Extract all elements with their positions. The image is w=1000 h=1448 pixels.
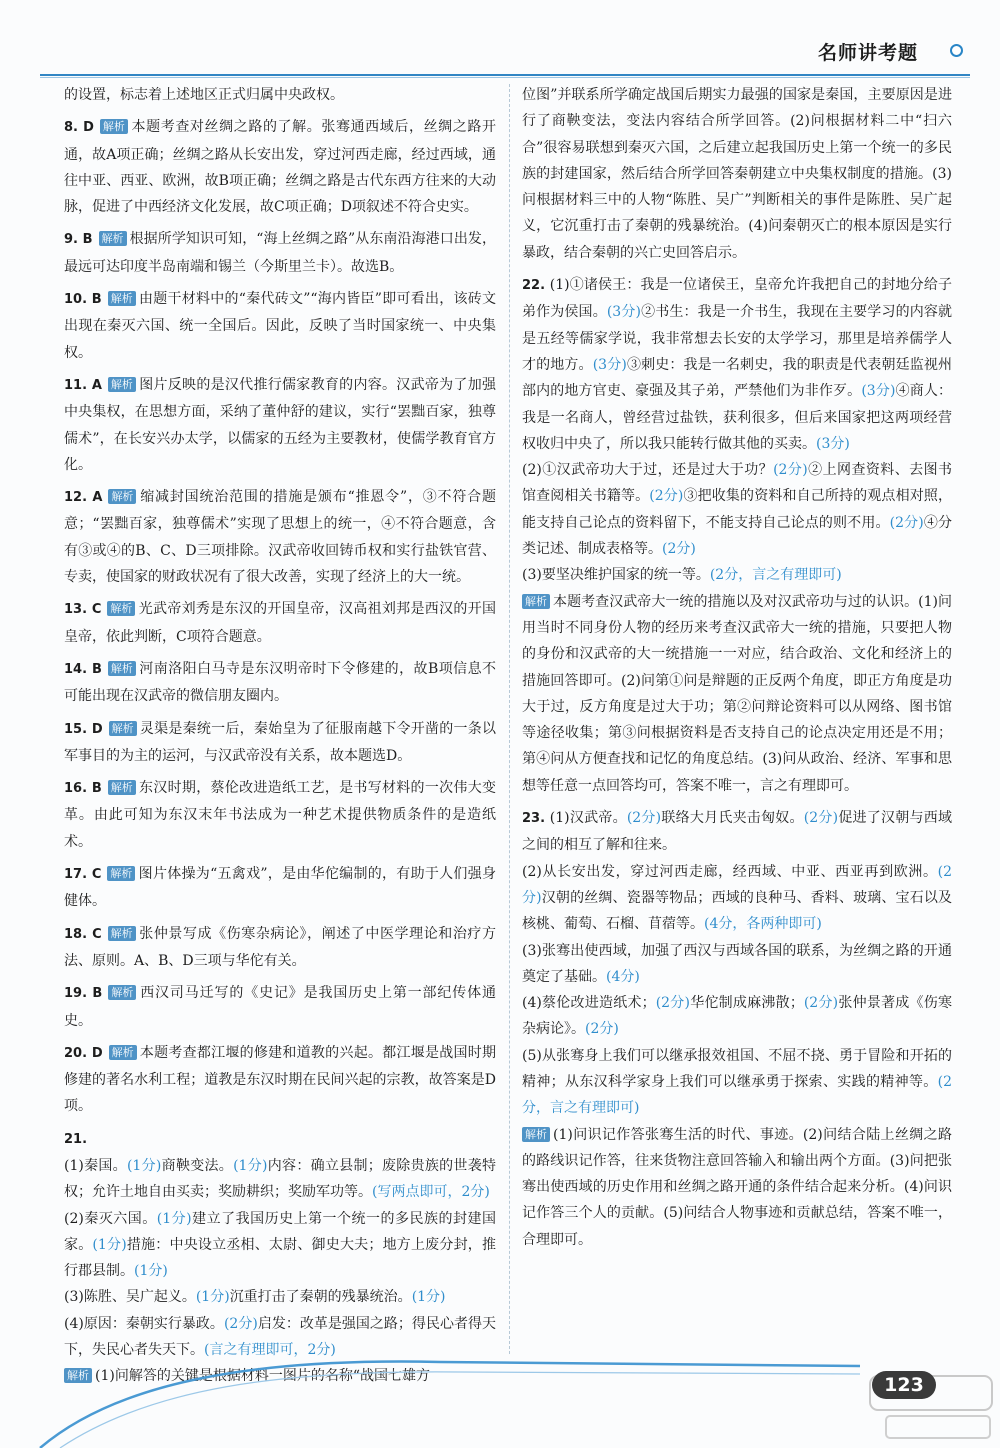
answer-choice: A xyxy=(87,377,102,393)
sub-answer xyxy=(522,1043,952,1122)
sub-answer-text: 措施：中央设立丞相、太尉、御史大夫；地方上废分封，推行郡县制。 xyxy=(64,1236,497,1280)
header-rule-thin xyxy=(40,77,970,78)
question-number: 22. xyxy=(522,278,550,294)
answer-entry xyxy=(64,596,496,650)
sub-answer-text: 汉朝的丝绸、瓷器等物品；西域的良种马、香料、玻璃、宝石以及核桃、葡萄、石榴、苜蓿等。 xyxy=(522,889,953,933)
answer-choice: B xyxy=(87,661,102,677)
analysis-tag: 解析 xyxy=(99,231,127,246)
question-number: 18. xyxy=(64,926,88,942)
sub-answer xyxy=(522,272,952,457)
entry-paragraph xyxy=(64,82,496,108)
analysis-tag: 解析 xyxy=(107,866,135,881)
analysis-text: (1)问解答的关键是根据材料一图片的名称“战国七雄方 xyxy=(95,1368,430,1385)
sub-answer-text: ④商人：我是一名商人，曾经营过盐铁，获利很多，但后来国家把这两项经营权收归中央了，所以我只能转行做其他的买卖。 xyxy=(522,383,952,452)
sub-answer-text: 沉重打击了秦朝的残暴统治。 xyxy=(229,1289,412,1306)
entry-text: 西汉司马迁写的《史记》是我国历史上第一部纪传体通史。 xyxy=(64,985,496,1029)
entry-paragraph xyxy=(522,82,952,266)
answer-entry xyxy=(64,716,496,770)
sub-answer-text: (1)汉武帝。 xyxy=(549,810,627,827)
score-note: (1分) xyxy=(134,1263,168,1280)
sub-answer-text: ③刺史：我是一名刺史，我的职责是代表朝廷监视州部内的地方官吏、豪强及其子弟，严禁他们为非作歹。 xyxy=(522,356,952,400)
analysis-tag: 解析 xyxy=(64,1368,92,1383)
answer-entry xyxy=(64,656,496,710)
entry-paragraph xyxy=(64,1040,496,1120)
sub-answer-text: 华佗制成麻沸散； xyxy=(689,995,804,1012)
entry-paragraph xyxy=(64,596,496,650)
sub-answer xyxy=(522,859,952,938)
analysis-tag: 解析 xyxy=(108,661,136,676)
header-rule xyxy=(40,74,970,76)
score-note: (言之有理即可，2分) xyxy=(204,1342,336,1359)
answer-choice: B xyxy=(87,292,102,308)
score-note: (2分) xyxy=(803,810,839,827)
answer-choice: A xyxy=(87,490,103,506)
left-column xyxy=(64,82,496,1396)
page-number: 123 xyxy=(884,1374,924,1396)
sub-answer xyxy=(522,938,952,991)
entry-text: 河南洛阳白马寺是东汉明帝时下令修建的，故B项信息不可能出现在汉武帝的微信朋友圈内。 xyxy=(64,660,496,705)
score-note: (1分) xyxy=(411,1289,446,1306)
score-note: (2分) xyxy=(803,995,839,1012)
sub-answer-text: (4)蔡伦改进造纸术； xyxy=(522,995,656,1012)
question-number: 23. xyxy=(522,811,550,827)
score-note: (4分，各两种即可) xyxy=(704,916,822,933)
entry-text: 的设置，标志着上述地区正式归属中央政权。 xyxy=(64,87,344,103)
answer-entry xyxy=(64,484,496,590)
score-note: (2分，言之有理即可) xyxy=(709,567,842,584)
entry-paragraph xyxy=(64,775,496,855)
score-note: (2分) xyxy=(889,514,924,531)
analysis-paragraph xyxy=(522,1122,952,1253)
answer-entry xyxy=(64,226,496,280)
question-number: 19. xyxy=(64,986,88,1002)
score-note: (3分) xyxy=(861,383,896,400)
entry-text: 本题考查都江堰的修建和道教的兴起。都江堰是战国时期修建的著名水利工程；道教是东汉时期在民间兴起的宗教，故答案是D项。 xyxy=(64,1044,496,1115)
entry-paragraph xyxy=(64,286,496,366)
score-note: (写两点即可，2分) xyxy=(372,1184,490,1201)
question-number: 20. xyxy=(64,1045,88,1061)
analysis-tag: 解析 xyxy=(108,377,136,392)
sub-answer-text: (5)从张骞身上我们可以继承报效祖国、不屈不挠、勇于冒险和开拓的精神；从东汉科学家身上我们可以继承勇于探索、实践的精神等。 xyxy=(522,1047,952,1090)
entry-text: 张仲景写成《伤寒杂病论》，阐述了中医学理论和治疗方法、原则。A、B、D三项与华佗有关。 xyxy=(64,925,496,969)
analysis-tag: 解析 xyxy=(522,1127,550,1142)
score-note: (3分) xyxy=(816,435,850,452)
entry-paragraph xyxy=(64,716,496,770)
sub-answer xyxy=(522,805,952,859)
entry-paragraph xyxy=(64,861,496,915)
answer-choice: C xyxy=(87,926,102,942)
answer-entry xyxy=(522,805,952,1253)
score-note: (2分) xyxy=(522,863,952,906)
sub-answer xyxy=(522,990,952,1043)
question-number: 17. xyxy=(64,867,88,883)
score-note: (1分) xyxy=(156,1210,192,1227)
entry-paragraph xyxy=(64,226,496,280)
sub-answer xyxy=(64,1284,496,1310)
question-number: 12. xyxy=(64,490,88,506)
sub-answer-text: 联络大月氏夹击匈奴。 xyxy=(661,810,804,827)
score-note: (2分) xyxy=(649,488,684,505)
score-note: (2分) xyxy=(655,995,690,1012)
right-column xyxy=(522,82,952,1259)
entry-text: 根据所学知识可知，“海上丝绸之路”从东南沿海港口出发，最远可达印度半岛南端和锡兰（今斯里兰卡）。故选B。 xyxy=(64,231,496,275)
sub-answer-text: (1)秦国。 xyxy=(64,1157,127,1174)
entry-paragraph xyxy=(64,980,496,1034)
sub-answer xyxy=(64,1153,496,1206)
sub-answer xyxy=(522,562,952,588)
entry-text: 由题干材料中的“秦代砖文”“海内皆臣”即可看出，该砖文出现在秦灭六国、统一全国后。因此，反映了当时国家统一、中央集权。 xyxy=(64,291,496,361)
answer-choice: C xyxy=(87,602,102,618)
page-header xyxy=(818,38,988,78)
entry-text: 光武帝刘秀是东汉的开国皇帝，汉高祖刘邦是西汉的开国皇帝，依此判断，C项符合题意。 xyxy=(64,601,496,645)
answer-entry xyxy=(522,272,952,799)
score-note: (2分) xyxy=(773,462,808,479)
score-note: (2分) xyxy=(585,1021,619,1038)
question-number: 21. xyxy=(64,1131,88,1147)
analysis-tag: 解析 xyxy=(100,119,128,134)
sub-answer-text: (2)从长安出发，穿过河西走廊，经西域、中亚、西亚再到欧洲。 xyxy=(522,863,938,880)
score-note: (3分) xyxy=(592,356,627,373)
answer-choice: C xyxy=(87,867,102,883)
entry-text: 缩减封国统治范围的措施是颁布“推恩令”，③不符合题意；“罢黜百家，独尊儒术”实现了思想上的统一，④不符合题意，含有③或④的B、C、D三项排除。汉武帝收回铸币权和实行盐铁官营、专卖，使国家的财政状况有了很大改善，实现了经济上的大一统。 xyxy=(64,489,496,586)
answer-entry xyxy=(64,980,496,1034)
sub-answer-text: ②上网查资料、去图书馆查阅相关书籍等。 xyxy=(522,462,952,505)
sub-answer-text: 建立了我国历史上第一个统一的多民族的封建国家。 xyxy=(64,1210,496,1253)
analysis-tag: 解析 xyxy=(108,780,136,795)
analysis-tag: 解析 xyxy=(107,601,135,616)
score-note: (1分) xyxy=(195,1289,230,1306)
header-dot-icon xyxy=(950,44,963,57)
analysis-tag: 解析 xyxy=(522,594,550,609)
analysis-text: (1)问识记作答张骞生活的时代、事迹。(2)问结合陆上丝绸之路的路线识记作答，往来货物注意回答输入和输出两个方面。(3)问把张骞出使西域的历史作用和丝绸之路开通的条件结合起来分析。(4)问识记作答三个人的贡献。(5)问结合人物事迹和贡献总结，答案不唯一，合理即可。 xyxy=(522,1126,952,1248)
entry-text: 图片反映的是汉代推行儒家教育的内容。汉武帝为了加强中央集权，在思想方面，采纳了董仲舒的建议，实行“罢黜百家，独尊儒术”，在长安兴办太学，以儒家的五经为主要教材，使儒学教育官方化。 xyxy=(64,376,496,473)
analysis-tag: 解析 xyxy=(108,291,136,306)
analysis-tag: 解析 xyxy=(109,721,137,736)
answer-entry xyxy=(64,861,496,915)
answer-entry xyxy=(64,775,496,855)
sub-answer-text: (4)原因：秦朝实行暴政。 xyxy=(64,1315,224,1332)
sub-answer-text: 商鞅变法。 xyxy=(161,1157,234,1174)
sub-answer-text: (3)陈胜、吴广起义。 xyxy=(64,1289,196,1306)
entry-paragraph xyxy=(64,372,496,478)
score-note: (2分) xyxy=(662,541,696,558)
entry-text: 图片体操为“五禽戏”，是由华佗编制的，有助于人们强身健体。 xyxy=(64,866,496,910)
entry-paragraph xyxy=(64,921,496,975)
entry-paragraph xyxy=(64,656,496,710)
analysis-paragraph xyxy=(522,589,952,799)
score-note: (3分) xyxy=(606,304,641,321)
question-number: 11. xyxy=(64,377,88,393)
analysis-tag: 解析 xyxy=(108,926,136,941)
question-number: 10. xyxy=(64,292,88,308)
question-number: 16. xyxy=(64,781,88,797)
score-note: (2分，言之有理即可) xyxy=(522,1073,952,1117)
column-divider xyxy=(509,84,510,1354)
answer-entry xyxy=(64,921,496,975)
answer-choice: B xyxy=(77,232,93,248)
answer-entry xyxy=(64,82,496,108)
sub-answer-text: ③把收集的资料和自己所持的观点相对照，能支持自己论点的资料留下，不能支持自己论点的则不用。 xyxy=(522,488,952,531)
answer-entry xyxy=(64,286,496,366)
question-number: 13. xyxy=(64,602,88,618)
sub-answer-text: 启发：改革是强国之路；得民心者得天下，失民心者失天下。 xyxy=(64,1315,496,1359)
sub-answer-text: 张仲景著成《伤寒杂病论》。 xyxy=(522,995,952,1038)
answer-entry xyxy=(522,82,952,266)
score-note: (1分) xyxy=(126,1157,162,1174)
answer-entry xyxy=(64,1040,496,1120)
sub-answer-text: 内容：确立县制；废除贵族的世袭特权；允许土地自由买卖；奖励耕织；奖励军功等。 xyxy=(64,1157,497,1201)
analysis-tag: 解析 xyxy=(108,985,136,1000)
question-number: 9. xyxy=(64,232,78,248)
sub-answer-text: ②书生：我是一介书生，我现在主要学习的内容就是五经等儒家学说，我非常想去长安的太学学习，那里是培养儒学人才的地方。 xyxy=(522,304,952,373)
entry-paragraph xyxy=(64,484,496,590)
answer-choice: B xyxy=(87,781,102,797)
sub-answer-text: (2)①汉武帝功大于过，还是过大于功？ xyxy=(522,462,774,479)
sub-answer-text: 促进了汉朝与西域之间的相互了解和往来。 xyxy=(522,810,952,854)
question-number: 15. xyxy=(64,721,88,737)
sub-answer-text: (3)张骞出使西域，加强了西汉与西域各国的联系，为丝绸之路的开通奠定了基础。 xyxy=(522,942,952,985)
analysis-text: 本题考查汉武帝大一统的措施以及对汉武帝功与过的认识。(1)问用当时不同身份人物的经历来考查汉武帝大一统的措施，只要把人物的身份和汉武帝的大一统措施一一对应，结合政治、文化和经济上的措施回答即可。(2)问第①问是辩题的正反两个角度，即正方角度是功大于过，反方角度是过大于功；第②问辩论资料可以从网络、图书馆等途径收集；第③问根据资料是否支持自己的论点决定用还是不用；第④问从方便查找和记忆的角度总结。(3)问从政治、经济、军事和思想等任意一点回答均可，答案不唯一，言之有理即可。 xyxy=(522,593,952,794)
analysis-tag: 解析 xyxy=(109,1045,137,1060)
answer-choice: D xyxy=(87,721,103,737)
answer-choice: B xyxy=(87,986,103,1002)
entry-text: 东汉时期，蔡伦改进造纸工艺，是书写材料的一次伟大变革。由此可知为东汉末年书法成为一种艺术提供物质条件的是造纸术。 xyxy=(64,780,497,850)
score-note: (2分) xyxy=(626,810,662,827)
entry-text: 灵渠是秦统一后，秦始皇为了征服南越下令开凿的一条以军事目的为主的运河，与汉武帝没有关系，故本题选D。 xyxy=(64,720,496,764)
entry-paragraph xyxy=(64,1126,496,1153)
question-number: 8. xyxy=(64,120,78,136)
sub-answer-text: ④分类记述、制成表格等。 xyxy=(522,514,952,558)
question-number: 14. xyxy=(64,661,88,677)
answer-choice: D xyxy=(87,1045,103,1061)
answer-choice: D xyxy=(77,120,94,136)
sub-answer xyxy=(522,457,952,562)
answer-entry xyxy=(64,372,496,478)
answer-entry xyxy=(64,114,496,220)
sub-answer-text: (2)秦灭六国。 xyxy=(64,1210,157,1227)
entry-paragraph xyxy=(64,114,496,220)
sub-answer xyxy=(64,1206,496,1285)
score-note: (2分) xyxy=(223,1315,258,1332)
entry-text: 位图”并联系所学确定战国后期实力最强的国家是秦国，主要原因是进行了商鞅变法，变法内容结合所学回答。(2)问根据材料二中“扫六合”很容易联想到秦灭六国，之后建立起我国历史上第一个统一的多民族的封建国家，然后结合所学回答秦朝建立中央集权制度的措施。(3)问根据材料三中的人物“陈胜、吴广”判断相关的事件是陈胜、吴广起义，它沉重打击了秦朝的残暴统治。(4)问秦朝灭亡的根本原因是实行暴政，结合秦朝的兴亡史回答启示。 xyxy=(522,87,952,261)
score-note: (4分) xyxy=(606,968,640,985)
score-note: (1分) xyxy=(92,1236,127,1253)
score-note: (1分) xyxy=(233,1157,268,1174)
analysis-tag: 解析 xyxy=(108,489,136,504)
sub-answer-text: (1)①诸侯王：我是一位诸侯王，皇帝允许我把自己的封地分给子弟作为侯国。 xyxy=(522,277,952,321)
sub-answer-text: (3)要坚决维护国家的统一等。 xyxy=(522,567,710,584)
header-title: 名师讲考题 xyxy=(818,42,919,64)
entry-text: 本题考查对丝绸之路的了解。张骞通西域后，丝绸之路开通，故A项正确；丝绸之路从长安出发，穿过河西走廊，经过西域，通往中亚、西亚、欧洲，故B项正确；丝绸之路是古代东西方往来的大动脉，促进了中西经济文化发展，故C项正确；D项叙述不符合史实。 xyxy=(64,119,496,216)
